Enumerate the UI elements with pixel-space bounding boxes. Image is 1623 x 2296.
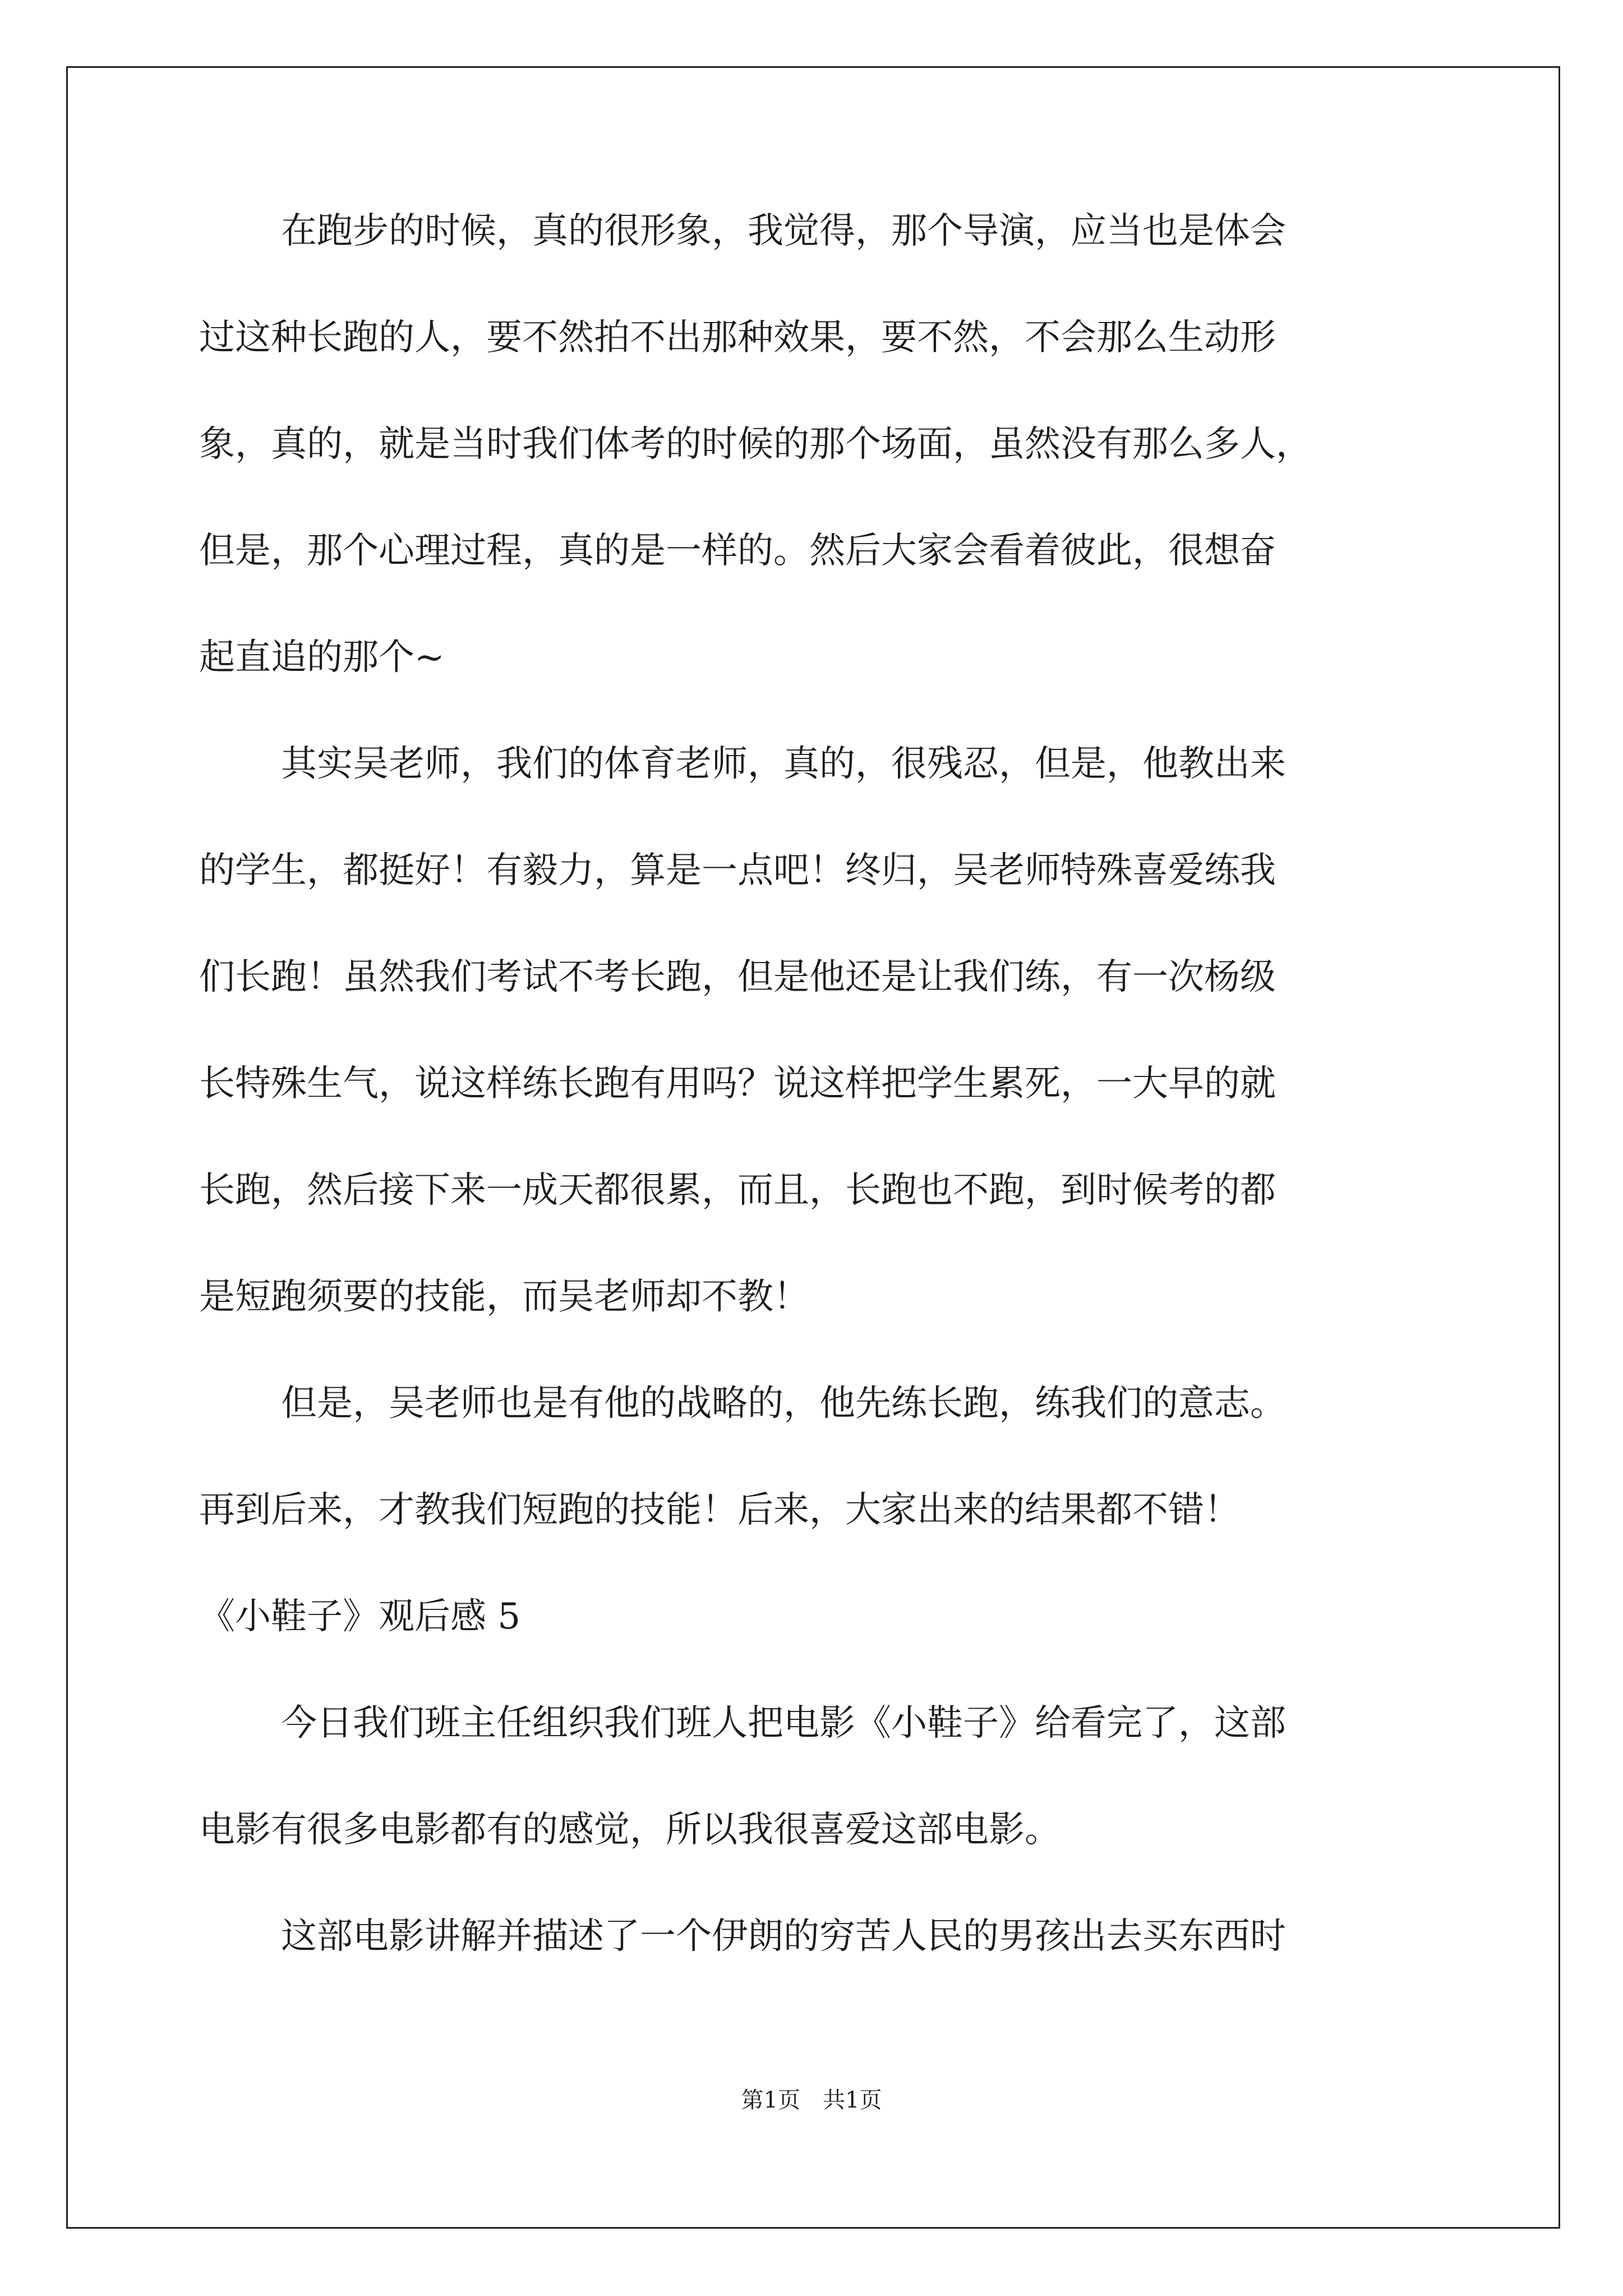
paragraph-line: 今日我们班主任组织我们班人把电影《小鞋子》给看完了，这部 (281, 1703, 1286, 1744)
paragraph-line: 起直追的那个~ (199, 637, 445, 678)
paragraph-line: 在跑步的时候，真的很形象，我觉得，那个导演，应当也是体会 (281, 210, 1286, 252)
paragraph-line: 是短跑须要的技能，而吴老师却不教！ (199, 1276, 809, 1318)
paragraph-line: 这部电影讲解并描述了一个伊朗的穷苦人民的男孩出去买东西时 (281, 1916, 1286, 1957)
paragraph-line: 但是，那个心理过程，真的是一样的。然后大家会看着彼此，很想奋 (199, 530, 1276, 572)
paragraph-line: 过这种长跑的人，要不然拍不出那种效果，要不然，不会那么生动形 (199, 317, 1276, 358)
paragraph-line: 的学生，都挺好！有毅力，算是一点吧！终归，吴老师特殊喜爱练我 (199, 850, 1276, 891)
paragraph-line: 电影有很多电影都有的感觉，所以我很喜爱这部电影。 (199, 1809, 1061, 1851)
paragraph-line: 但是，吴老师也是有他的战略的，他先练长跑，练我们的意志。 (281, 1383, 1286, 1424)
section-heading: 《小鞋子》观后感 5 (199, 1596, 521, 1637)
paragraph-line: 长特殊生气，说这样练长跑有用吗？说这样把学生累死，一大早的就 (199, 1063, 1276, 1105)
paragraph-line: 其实吴老师，我们的体育老师，真的，很残忍，但是，他教出来 (281, 743, 1286, 785)
page-border (66, 66, 1560, 2229)
paragraph-line: 象，真的，就是当时我们体考的时候的那个场面，虽然没有那么多人， (199, 424, 1312, 465)
page-footer: 第1页 共1页 (741, 2087, 882, 2113)
paragraph-line: 长跑，然后接下来一成天都很累，而且，长跑也不跑，到时候考的都 (199, 1170, 1276, 1211)
paragraph-line: 们长跑！虽然我们考试不考长跑，但是他还是让我们练，有一次杨级 (199, 956, 1276, 998)
paragraph-line: 再到后来，才教我们短跑的技能！后来，大家出来的结果都不错！ (199, 1489, 1240, 1531)
